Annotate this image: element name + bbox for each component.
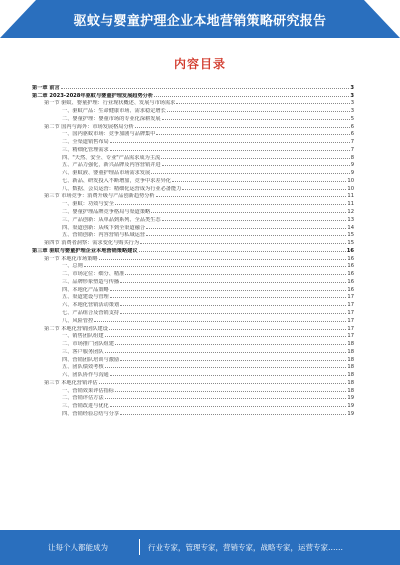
toc-leader-dots xyxy=(94,321,346,322)
toc-entry-page: 7 xyxy=(350,139,354,146)
toc-leader-dots xyxy=(110,297,347,298)
toc-entry-label: 八、数据、会员运营：精细化运营成为行业必备能力 xyxy=(62,185,182,192)
toc-entry-page: 11 xyxy=(347,193,354,200)
toc-leader-dots xyxy=(110,406,347,407)
toc-entry-page: 19 xyxy=(347,410,354,417)
toc-entry[interactable] xyxy=(32,161,354,169)
toc-heading: 内容目录 xyxy=(173,57,226,71)
toc-entry-page: 3 xyxy=(350,92,354,99)
toc-entry[interactable] xyxy=(32,300,354,308)
toc-entry[interactable] xyxy=(32,316,354,324)
toc-leader-dots xyxy=(120,414,346,415)
toc-entry-page: 16 xyxy=(347,263,354,270)
toc-entry-page: 18 xyxy=(347,364,354,371)
toc-entry-page: 11 xyxy=(347,201,354,208)
toc-entry[interactable] xyxy=(32,324,354,332)
toc-leader-dots xyxy=(172,181,346,182)
report-title: 驱蚊与婴童护理企业本地营销策略研究报告 xyxy=(73,14,327,29)
toc-entry-page: 15 xyxy=(347,240,354,247)
toc-entry-label: 四、营销团队培训与激励 xyxy=(62,356,120,363)
toc-leader-dots xyxy=(151,173,349,174)
toc-leader-dots xyxy=(120,313,346,314)
toc-entry-label: 七、新品、研发投入不断增加，竞争中求差异化 xyxy=(62,177,171,184)
toc-entry[interactable] xyxy=(32,370,354,378)
toc-entry-page: 17 xyxy=(347,325,354,332)
toc-entry-label: 五、渠道建设与管理 xyxy=(62,294,109,301)
toc-entry-page: 18 xyxy=(347,356,354,363)
toc-leader-dots xyxy=(140,243,346,244)
toc-entry[interactable] xyxy=(32,293,354,301)
toc-entry-label: 三、产品创新：从单品到系列、全品类生态 xyxy=(62,216,161,223)
toc-leader-dots xyxy=(120,282,346,283)
toc-entry[interactable] xyxy=(32,277,354,285)
toc-leader-dots xyxy=(120,360,346,361)
page-header-banner xyxy=(0,0,400,38)
toc-entry-label: 三、营销改进与优化 xyxy=(62,403,109,410)
toc-entry[interactable] xyxy=(32,130,354,138)
toc-entry-page: 17 xyxy=(347,302,354,309)
toc-leader-dots xyxy=(115,391,347,392)
toc-entry-label: 第一节 驱蚊、婴童护理：行业现状概述、发展与市场需求 xyxy=(44,100,176,107)
toc-entry-page: 19 xyxy=(347,395,354,402)
toc-entry-page: 3 xyxy=(350,84,354,91)
toc-entry-page: 18 xyxy=(347,379,354,386)
toc-entry-page: 16 xyxy=(347,255,354,262)
toc-entry-label: 一、国内驱蚊市场：竞争加剧与品牌集中 xyxy=(62,131,156,138)
toc-entry[interactable] xyxy=(32,238,354,246)
toc-leader-dots xyxy=(162,165,350,166)
toc-entry-label: 第一节 本地化市场策略 xyxy=(44,255,98,262)
toc-entry[interactable] xyxy=(32,231,354,239)
toc-entry-page: 17 xyxy=(347,317,354,324)
toc-entry[interactable] xyxy=(32,347,354,355)
toc-leader-dots xyxy=(125,274,346,275)
toc-entry-page: 18 xyxy=(347,372,354,379)
toc-entry-label: 一、营销效果评估指标 xyxy=(62,387,114,394)
toc-entry-label: 五、团队绩效考核 xyxy=(62,364,104,371)
toc-entry[interactable] xyxy=(32,106,354,114)
toc-entry-label: 一、总则 xyxy=(62,263,83,270)
toc-entry[interactable] xyxy=(32,137,354,145)
toc-entry-label: 第二节 国内与海外：市场发展格局分析 xyxy=(44,123,134,130)
toc-leader-dots xyxy=(146,228,346,229)
toc-leader-dots xyxy=(99,259,347,260)
footer-slogan-left: 让每个人都能成为 xyxy=(48,543,108,552)
toc-entry[interactable] xyxy=(32,83,354,91)
toc-entry-page: 9 xyxy=(350,162,354,169)
toc-entry-page: 18 xyxy=(347,387,354,394)
toc-entry-label: 四、营销经验总结与分享 xyxy=(62,410,120,417)
toc-entry[interactable] xyxy=(32,308,354,316)
toc-entry-label: 二、婴童护理品牌竞争格局与渠道策略 xyxy=(62,209,151,216)
toc-entry-page: 14 xyxy=(347,224,354,231)
toc-entry-label: 第三节 市场竞争：消费升级与产品创新趋势分析 xyxy=(44,193,155,200)
toc-entry[interactable] xyxy=(32,394,354,402)
toc-entry-page: 3 xyxy=(350,108,354,115)
toc-entry-label: 一、销售团队组建 xyxy=(62,333,104,340)
toc-entry[interactable] xyxy=(32,192,354,200)
toc-entry-label: 二、婴童护理：婴童市场的专业化深耕发展 xyxy=(62,115,161,122)
toc-leader-dots xyxy=(135,127,350,128)
toc-entry-label: 五、产品力强化，新兴品牌及内容营销并进 xyxy=(62,162,161,169)
toc-leader-dots xyxy=(61,88,350,89)
toc-leader-dots xyxy=(99,383,347,384)
toc-leader-dots xyxy=(105,336,347,337)
toc-entry[interactable] xyxy=(32,409,354,417)
footer-divider xyxy=(139,539,140,555)
toc-leader-dots xyxy=(109,329,346,330)
toc-entry-page: 17 xyxy=(347,309,354,316)
toc-leader-dots xyxy=(110,290,347,291)
toc-entry-label: 四、"天然、安全、专业"产品需求成为主流 xyxy=(62,154,161,161)
toc-entry-label: 二、营销评估方法 xyxy=(62,395,104,402)
toc-leader-dots xyxy=(139,251,346,252)
toc-entry-label: 第一章 前言 xyxy=(32,84,60,91)
toc-entry-label: 第二章 2023-2028年驱蚊与婴童护理发展趋势分析 xyxy=(32,92,154,99)
toc-leader-dots xyxy=(162,119,350,120)
toc-entry-label: 二、市场推广团队组建 xyxy=(62,341,114,348)
toc-leader-dots xyxy=(115,204,347,205)
toc-entry-label: 六、本地化营销活动策划 xyxy=(62,302,120,309)
toc-entry[interactable] xyxy=(32,176,354,184)
toc-entry-label: 二、市场定位：细分、精准 xyxy=(62,271,125,278)
toc-entry[interactable] xyxy=(32,332,354,340)
toc-entry[interactable] xyxy=(32,363,354,371)
page-footer-banner xyxy=(0,530,400,565)
toc-entry-page: 7 xyxy=(350,146,354,153)
toc-entry[interactable] xyxy=(32,401,354,409)
toc-entry[interactable] xyxy=(32,99,354,107)
toc-entry[interactable] xyxy=(32,355,354,363)
toc-leader-dots xyxy=(167,111,350,112)
toc-entry-label: 八、风险管控 xyxy=(62,317,94,324)
footer-slogan-right: 行业专家，管理专家，营销专家，战略专家，运营专家…… xyxy=(148,543,343,552)
toc-entry-page: 19 xyxy=(347,403,354,410)
toc-entry-label: 三、精细化管理需求 xyxy=(62,146,109,153)
toc-entry-label: 三、客户服务团队 xyxy=(62,348,104,355)
toc-leader-dots xyxy=(105,352,347,353)
toc-leader-dots xyxy=(105,367,347,368)
toc-leader-dots xyxy=(156,134,349,135)
toc-entry-page: 9 xyxy=(350,170,354,177)
toc-entry-label: 第四节 消费者洞察：需求变化与购买行为 xyxy=(44,240,140,247)
toc-entry-page: 17 xyxy=(347,294,354,301)
toc-entry[interactable] xyxy=(32,223,354,231)
toc-entry-label: 四、本地化产品策略 xyxy=(62,286,109,293)
toc-entry-page: 16 xyxy=(347,278,354,285)
toc-entry-page: 8 xyxy=(350,154,354,161)
toc-entry[interactable] xyxy=(32,269,354,277)
toc-entry-label: 第二节 本地化营销团队建设 xyxy=(44,325,108,332)
toc-leader-dots xyxy=(154,96,349,97)
toc-entry-page: 15 xyxy=(347,232,354,239)
toc-leader-dots xyxy=(115,344,347,345)
toc-leader-dots xyxy=(110,142,350,143)
toc-entry-page: 17 xyxy=(347,333,354,340)
toc-leader-dots xyxy=(151,212,346,213)
toc-entry[interactable] xyxy=(32,114,354,122)
toc-entry-page: 12 xyxy=(347,209,354,216)
toc-leader-dots xyxy=(110,150,350,151)
toc-entry-label: 第三章 驱蚊与婴童护理企业本地营销策略建议 xyxy=(32,247,138,254)
toc-leader-dots xyxy=(105,398,347,399)
toc-entry-page: 6 xyxy=(350,131,354,138)
toc-entry-page: 6 xyxy=(350,123,354,130)
toc-leader-dots xyxy=(182,189,346,190)
toc-entry-page: 16 xyxy=(347,286,354,293)
toc-entry-label: 二、全渠道销售布局 xyxy=(62,139,109,146)
toc-entry-label: 四、渠道创新：从线下到全渠道融合 xyxy=(62,224,146,231)
toc-leader-dots xyxy=(176,103,349,104)
toc-entry-label: 第三节 本地化营销评估 xyxy=(44,379,98,386)
toc-entry[interactable] xyxy=(32,199,354,207)
toc-entry[interactable] xyxy=(32,254,354,262)
toc-entry[interactable] xyxy=(32,145,354,153)
toc-entry[interactable] xyxy=(32,153,354,161)
toc-entry-page: 10 xyxy=(347,185,354,192)
table-of-contents xyxy=(32,83,354,417)
toc-leader-dots xyxy=(146,235,346,236)
toc-entry[interactable] xyxy=(32,378,354,386)
toc-entry-page: 13 xyxy=(347,216,354,223)
toc-entry-page: 3 xyxy=(350,100,354,107)
toc-entry[interactable] xyxy=(32,122,354,130)
toc-entry[interactable] xyxy=(32,215,354,223)
toc-entry[interactable] xyxy=(32,246,354,254)
toc-entry-label: 五、营销创新：内容营销与私域运营 xyxy=(62,232,146,239)
toc-entry[interactable] xyxy=(32,184,354,192)
toc-leader-dots xyxy=(162,220,347,221)
toc-entry[interactable] xyxy=(32,207,354,215)
toc-entry[interactable] xyxy=(32,168,354,176)
toc-leader-dots xyxy=(161,158,350,159)
toc-leader-dots xyxy=(156,196,347,197)
toc-entry-label: 六、团队协作与沟通 xyxy=(62,372,109,379)
toc-entry-label: 一、驱蚊：功效与安全 xyxy=(62,201,114,208)
toc-leader-dots xyxy=(110,375,347,376)
toc-entry[interactable] xyxy=(32,339,354,347)
toc-entry-page: 10 xyxy=(347,177,354,184)
toc-entry-page: 16 xyxy=(346,247,354,254)
toc-entry-page: 18 xyxy=(347,341,354,348)
toc-leader-dots xyxy=(84,266,347,267)
toc-entry[interactable] xyxy=(32,285,354,293)
toc-entry-label: 七、产品组合及营销支持 xyxy=(62,309,120,316)
toc-entry-page: 16 xyxy=(347,271,354,278)
toc-entry-page: 18 xyxy=(347,348,354,355)
toc-leader-dots xyxy=(120,305,346,306)
toc-entry[interactable] xyxy=(32,386,354,394)
toc-entry-label: 三、品牌形象塑造与传播 xyxy=(62,278,120,285)
toc-entry-label: 一、驱蚊产品：生命健康市场、需求稳定增长 xyxy=(62,108,166,115)
toc-entry[interactable] xyxy=(32,91,354,99)
toc-entry-label: 六、驱蚊液、婴童护理品市场需求发展 xyxy=(62,170,151,177)
toc-entry[interactable] xyxy=(32,262,354,270)
toc-entry-page: 5 xyxy=(350,115,354,122)
